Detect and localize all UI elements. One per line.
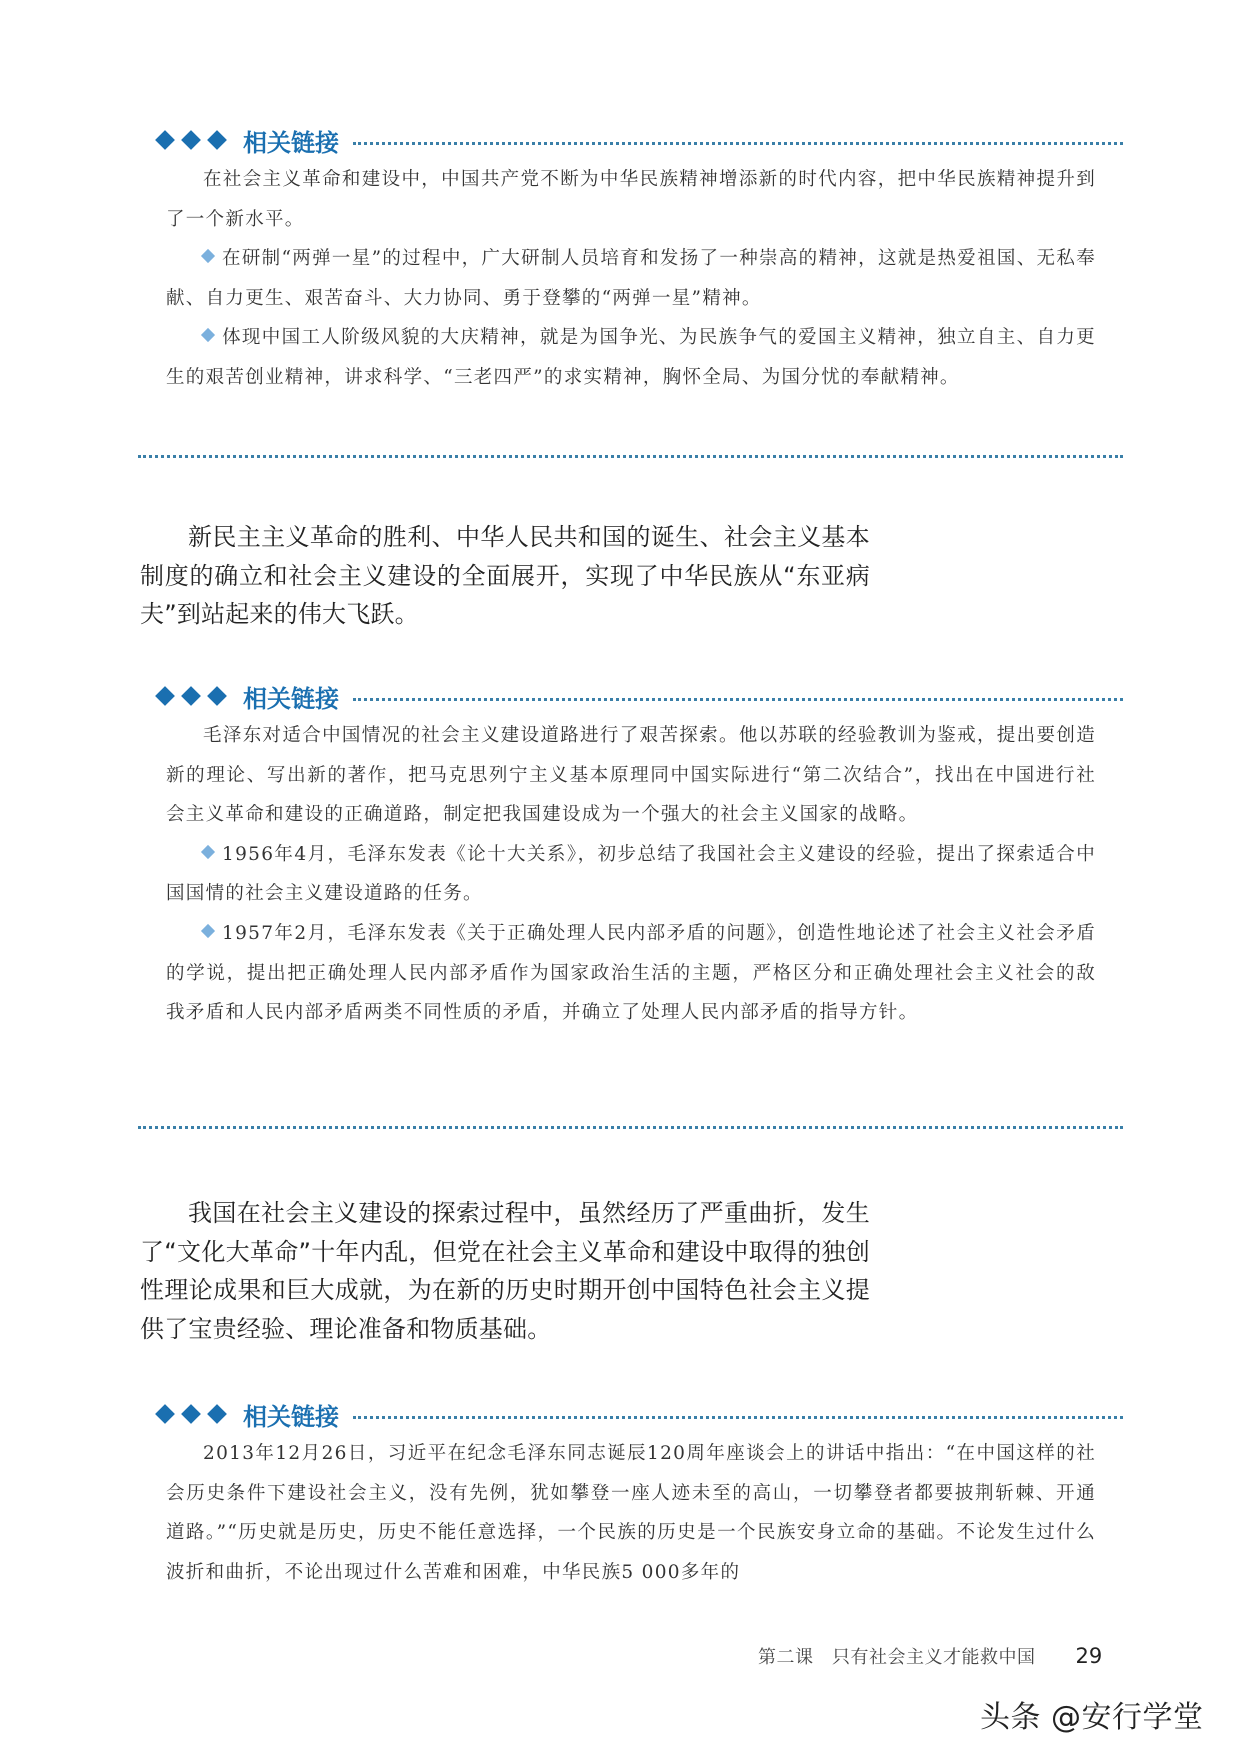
link-bullet-paragraph: 1956年4月，毛泽东发表《论十大关系》，初步总结了我国社会主义建设的经验，提出了探索适合中国国情的社会主义建设道路的任务。: [166, 843, 1096, 905]
page-number: 29: [1075, 1644, 1103, 1668]
diamond-bullet-icon: [201, 328, 215, 342]
diamond-bullet-icon: [201, 924, 215, 938]
link-paragraph: 在社会主义革命和建设中，中国共产党不断为中华民族精神增添新的时代内容，把中华民族精神提升到了一个新水平。: [166, 169, 1096, 230]
triple-diamond-icon: [155, 1407, 227, 1421]
diamond-bullet-icon: [201, 249, 215, 263]
page-footer: [758, 1643, 1102, 1669]
link-paragraph: 2013年12月26日，习近平在纪念毛泽东同志诞辰120周年座谈会上的讲话中指出：“在中国这样的社会历史条件下建设社会主义，没有先例，犹如攀登一座人迹未至的高山，一切攀登者都要披荆斩棘、开通道路。”“历史就是历史，历史不能任意选择，一个民族的历史是一个民族安身立命的基础。不论发生过什么波折和曲折，不论出现过什么苦难和困难，中华民族5 000多年的: [166, 1443, 1096, 1583]
main-text-2: [140, 1194, 870, 1348]
related-link-title: 相关链接: [243, 684, 339, 713]
related-link-header-1: [155, 122, 1123, 158]
link-bullet-paragraph: 1957年2月，毛泽东发表《关于正确处理人民内部矛盾的问题》，创造性地论述了社会主义社会矛盾的学说，提出把正确处理人民内部矛盾作为国家政治生活的主题，严格区分和正确处理社会主义社会的敌我矛盾和人民内部矛盾两类不同性质的矛盾，并确立了处理人民内部矛盾的指导方针。: [166, 922, 1096, 1024]
lesson-title: 第二课 只有社会主义才能救中国: [758, 1647, 1036, 1668]
related-link-body-1: [166, 160, 1096, 398]
header-dotted-line: [353, 698, 1123, 701]
related-link-body-3: [166, 1434, 1096, 1592]
link-bullet-paragraph: 在研制“两弹一星”的过程中，广大研制人员培育和发扬了一种崇高的精神，这就是热爱祖国、无私奉献、自力更生、艰苦奋斗、大力协同、勇于登攀的“两弹一星”精神。: [166, 248, 1096, 309]
body-paragraph: 我国在社会主义建设的探索过程中，虽然经历了严重曲折，发生了“文化大革命”十年内乱，但党在社会主义革命和建设中取得的独创性理论成果和巨大成就，为在新的历史时期开创中国特色社会主义提供了宝贵经验、理论准备和物质基础。: [140, 1199, 870, 1343]
body-paragraph: 新民主主义革命的胜利、中华人民共和国的诞生、社会主义基本制度的确立和社会主义建设的全面展开，实现了中华民族从“东亚病夫”到站起来的伟大飞跃。: [140, 523, 870, 628]
related-link-body-2: [166, 716, 1096, 1033]
diamond-bullet-icon: [201, 845, 215, 859]
related-link-header-3: [155, 1396, 1123, 1432]
triple-diamond-icon: [155, 689, 227, 703]
header-dotted-line: [353, 1416, 1123, 1419]
triple-diamond-icon: [155, 133, 227, 147]
link-paragraph: 毛泽东对适合中国情况的社会主义建设道路进行了艰苦探索。他以苏联的经验教训为鉴戒，提出要创造新的理论、写出新的著作，把马克思列宁主义基本原理同中国实际进行“第二次结合”，找出在中国进行社会主义革命和建设的正确道路，制定把我国建设成为一个强大的社会主义国家的战略。: [166, 725, 1096, 826]
related-link-header-2: [155, 678, 1123, 714]
main-text-1: [140, 518, 870, 634]
header-dotted-line: [353, 142, 1123, 145]
section-divider: [138, 1126, 1123, 1129]
watermark: 头条 @安行学堂: [980, 1700, 1204, 1735]
related-link-title: 相关链接: [243, 128, 339, 157]
section-divider: [138, 455, 1123, 458]
related-link-title: 相关链接: [243, 1402, 339, 1431]
link-bullet-paragraph: 体现中国工人阶级风貌的大庆精神，就是为国争光、为民族争气的爱国主义精神，独立自主、自力更生的艰苦创业精神，讲求科学、“三老四严”的求实精神，胸怀全局、为国分忧的奉献精神。: [166, 327, 1096, 388]
